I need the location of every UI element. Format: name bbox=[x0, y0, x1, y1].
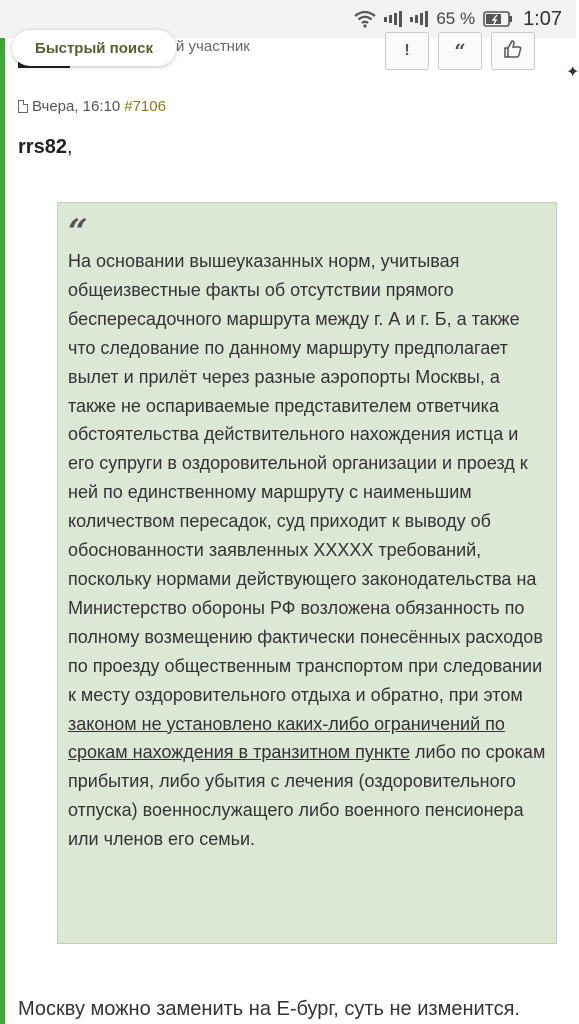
post-meta bbox=[18, 98, 166, 115]
addressee-name[interactable]: rrs82 bbox=[18, 136, 67, 158]
signal-icon bbox=[410, 11, 428, 27]
member-title: й участник bbox=[176, 38, 250, 55]
post-accent-bar bbox=[0, 38, 5, 1024]
post-body-text: Москву можно заменить на Е-бург, суть не изменится. bbox=[18, 998, 520, 1020]
quick-search-button[interactable]: Быстрый поиск bbox=[12, 30, 176, 66]
status-time: 1:07 bbox=[523, 7, 562, 30]
wifi-icon bbox=[354, 10, 376, 28]
quote-text bbox=[68, 247, 546, 854]
quote-button[interactable]: “ bbox=[438, 32, 482, 70]
battery-percent: 65 % bbox=[436, 9, 476, 28]
quote-text-before: На основании вышеуказанных норм, учитывая общеизвестные факты об отсутствии прямого беспересадочного маршрута между г. А и г. Б, а также что следование по данному маршруту предполагает вылет и прилёт через разные аэропорты Москвы, а также не оспариваемые представителем ответчика обстоятельства действительного нахождения истца и его супруги в оздоровительной организации и проезд к ней по единственному маршруту с наименьшим количеством пересадок, суд приходит к выводу об обоснованности заявленных XXXXX требований, поскольку нормами действующего законодательства на Министерство обороны РФ возложена обязанность по полному возмещению фактически понесённых расходов по проезду общественным транспортом при следовании к месту оздоровительного отдыха и обратно, при этом bbox=[68, 251, 543, 705]
post-number-link[interactable]: #7106 bbox=[124, 98, 166, 115]
report-button[interactable]: ! bbox=[385, 32, 429, 70]
battery-icon bbox=[483, 11, 513, 27]
addressee-suffix: , bbox=[66, 136, 73, 158]
quote-block bbox=[57, 202, 557, 944]
reply-addressee bbox=[18, 136, 73, 159]
signal-icon bbox=[384, 11, 402, 27]
quote-text-after: либо по срокам прибытия, либо убытия с лечения (оздоровительного отпуска) военнослужащего либо военного пенсионера или членов его семьи. bbox=[68, 742, 546, 850]
post-date: Вчера, 16:10 bbox=[32, 98, 121, 115]
quote-text-underlined: законом не установлено каких-либо ограничений по срокам нахождения в транзитном пункте bbox=[68, 713, 505, 763]
quote-mark-icon: “ bbox=[68, 212, 88, 252]
document-icon bbox=[18, 100, 28, 113]
thumbs-up-icon bbox=[503, 39, 523, 64]
scroll-edge-icon: ✦ bbox=[566, 64, 579, 81]
like-button[interactable] bbox=[491, 32, 535, 70]
